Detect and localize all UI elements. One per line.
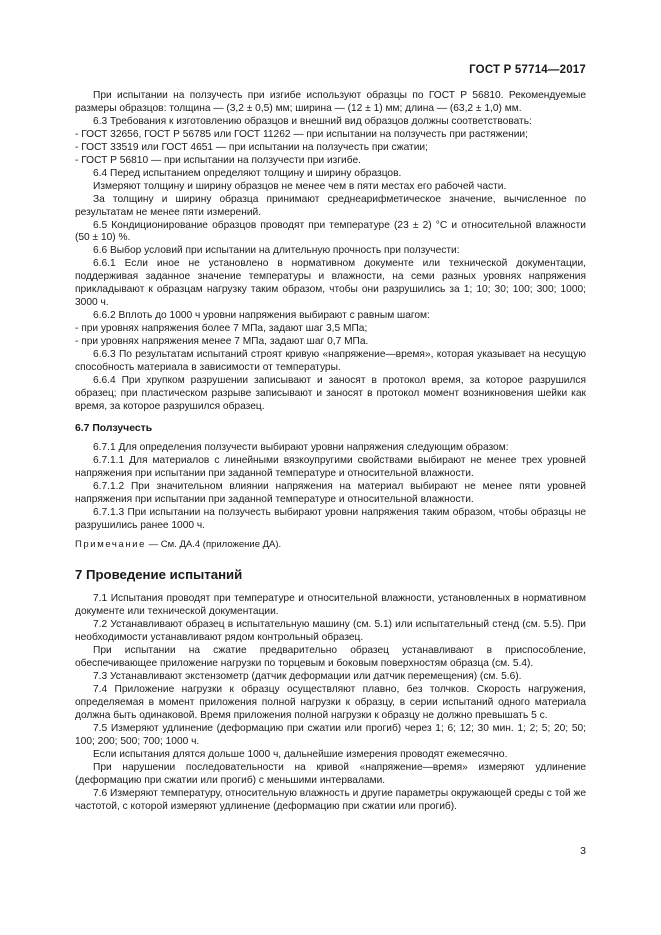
paragraph: 7.1 Испытания проводят при температуре и относительной влажности, установленных в нормативном документе или технической документации. <box>75 593 586 618</box>
paragraph: При нарушении последовательности на кривой «напряжение—время» измеряют удлинение (деформацию при сжатии или прогиб) с меньшими интервалами. <box>75 761 586 786</box>
paragraph: Измеряют толщину и ширину образцов не менее чем в пяти местах его рабочей части. <box>93 180 507 192</box>
list-item: - ГОСТ Р 56810 — при испытании на ползучести при изгибе. <box>75 154 361 166</box>
page-number: 3 <box>580 845 586 857</box>
paragraph: 6.6.3 По результатам испытаний строят кривую «напряжение—время», которая указывает на несущую способность материала в зависимости от температуры. <box>75 349 586 374</box>
section-heading-6-7: 6.7 Ползучесть <box>75 422 153 434</box>
paragraph: 6.7.1 Для определения ползучести выбирают уровни напряжения следующим образом: <box>93 441 509 453</box>
paragraph: 7.4 Приложение нагрузки к образцу осуществляют плавно, без толчков. Скорость нагружения, определяемая в момент приложения полной нагрузки к образцу, в серии испытаний одного материала должна быть одинаковой. Время приложения полной нагрузки к образцу не должно превышать 5 с. <box>75 684 586 721</box>
paragraph: 6.7.1.1 Для материалов с линейными вязкоупругими свойствами выбирают не менее трех уровней напряжения при испытании при заданной температуре и относительной влажности. <box>75 454 586 479</box>
note-text: — См. ДА.4 (приложение ДА). <box>146 539 282 551</box>
paragraph: 6.3 Требования к изготовлению образцов и внешний вид образцов должны соответствовать: <box>93 115 532 127</box>
paragraph: 7.3 Устанавливают экстензометр (датчик деформации или датчик перемещения) (см. 5.6). <box>93 671 522 683</box>
list-item: - ГОСТ 32656, ГОСТ Р 56785 или ГОСТ 11262 — при испытании на ползучесть при растяжении; <box>75 128 528 140</box>
paragraph: 6.5 Кондиционирование образцов проводят при температуре (23 ± 2) °С и относительной влажности (50 ± 10) %. <box>75 219 586 244</box>
paragraph: 6.6.4 При хрупком разрушении записывают и заносят в протокол время, за которое разрушился образец; при пластическом разрыве записывают и заносят в протокол момент возникновения шейки как время, за которое разрушился образец. <box>75 374 586 412</box>
paragraph: 6.6.1 Если иное не установлено в нормативном документе или технической документации, поддерживая заданное значение температуры и влажности, на семи разных уровнях напряжения прикладывают к образцам нагрузку таким образом, чтобы они разрушились за 1; 10; 30; 100; 300; 1000; 3000 ч. <box>75 258 586 309</box>
document-standard-id: ГОСТ Р 57714—2017 <box>469 64 586 76</box>
paragraph: 6.7.1.3 При испытании на ползучесть выбирают уровни напряжения таким образом, чтобы образцы не разрушились ранее 1000 ч. <box>75 506 586 531</box>
paragraph: При испытании на сжатие предварительно образец устанавливают в приспособление, обеспечивающее приложение нагрузки по торцевым и боковым поверхностям образца (см. 5.4). <box>75 645 586 670</box>
paragraph: 6.6.2 Вплоть до 1000 ч уровни напряжения выбирают с равным шагом: <box>93 310 430 322</box>
note-label: Примечание <box>75 539 146 551</box>
note <box>75 539 586 552</box>
paragraph: 6.4 Перед испытанием определяют толщину и ширину образцов. <box>93 167 402 179</box>
list-item: - при уровнях напряжения менее 7 МПа, задают шаг 0,7 МПа. <box>75 336 369 348</box>
paragraph: 6.6 Выбор условий при испытании на длительную прочность при ползучести: <box>93 245 460 257</box>
paragraph: За толщину и ширину образца принимают среднеарифметическое значение, вычисленное по результатам не менее пяти измерений. <box>75 193 586 218</box>
paragraph: При испытании на ползучесть при изгибе используют образцы по ГОСТ Р 56810. Рекомендуемые размеры образцов: толщина — (3,2 ± 0,5) мм; ширина — (12 ± 1) мм; длина — (63,2 ± 1,0) мм. <box>75 90 586 114</box>
paragraph: Если испытания длятся дольше 1000 ч, дальнейшие измерения проводят ежемесячно. <box>93 748 508 760</box>
document-body <box>75 90 586 814</box>
paragraph: 7.6 Измеряют температуру, относительную влажность и другие параметры окружающей среды с той же частотой, с которой измеряют удлинение (деформацию при сжатии или прогиб). <box>75 787 586 812</box>
paragraph: 6.7.1.2 При значительном влиянии напряжения на материал выбирают не менее пяти уровней напряжения при испытании при заданной температуре и относительной влажности. <box>75 480 586 505</box>
section-heading-7: 7 Проведение испытаний <box>75 567 243 583</box>
list-item: - при уровнях напряжения более 7 МПа, задают шаг 3,5 МПа; <box>75 323 368 335</box>
paragraph: 7.2 Устанавливают образец в испытательную машину (см. 5.1) или испытательный стенд (см. 5.5). При необходимости устанавливают рядом контрольный образец. <box>75 619 586 644</box>
list-item: - ГОСТ 33519 или ГОСТ 4651 — при испытании на ползучесть при сжатии; <box>75 141 428 153</box>
paragraph: 7.5 Измеряют удлинение (деформацию при сжатии или прогиб) через 1; 6; 12; 30 мин. 1; 2; 5; 20; 50; 100; 200; 500; 700; 1000 ч. <box>75 722 586 747</box>
